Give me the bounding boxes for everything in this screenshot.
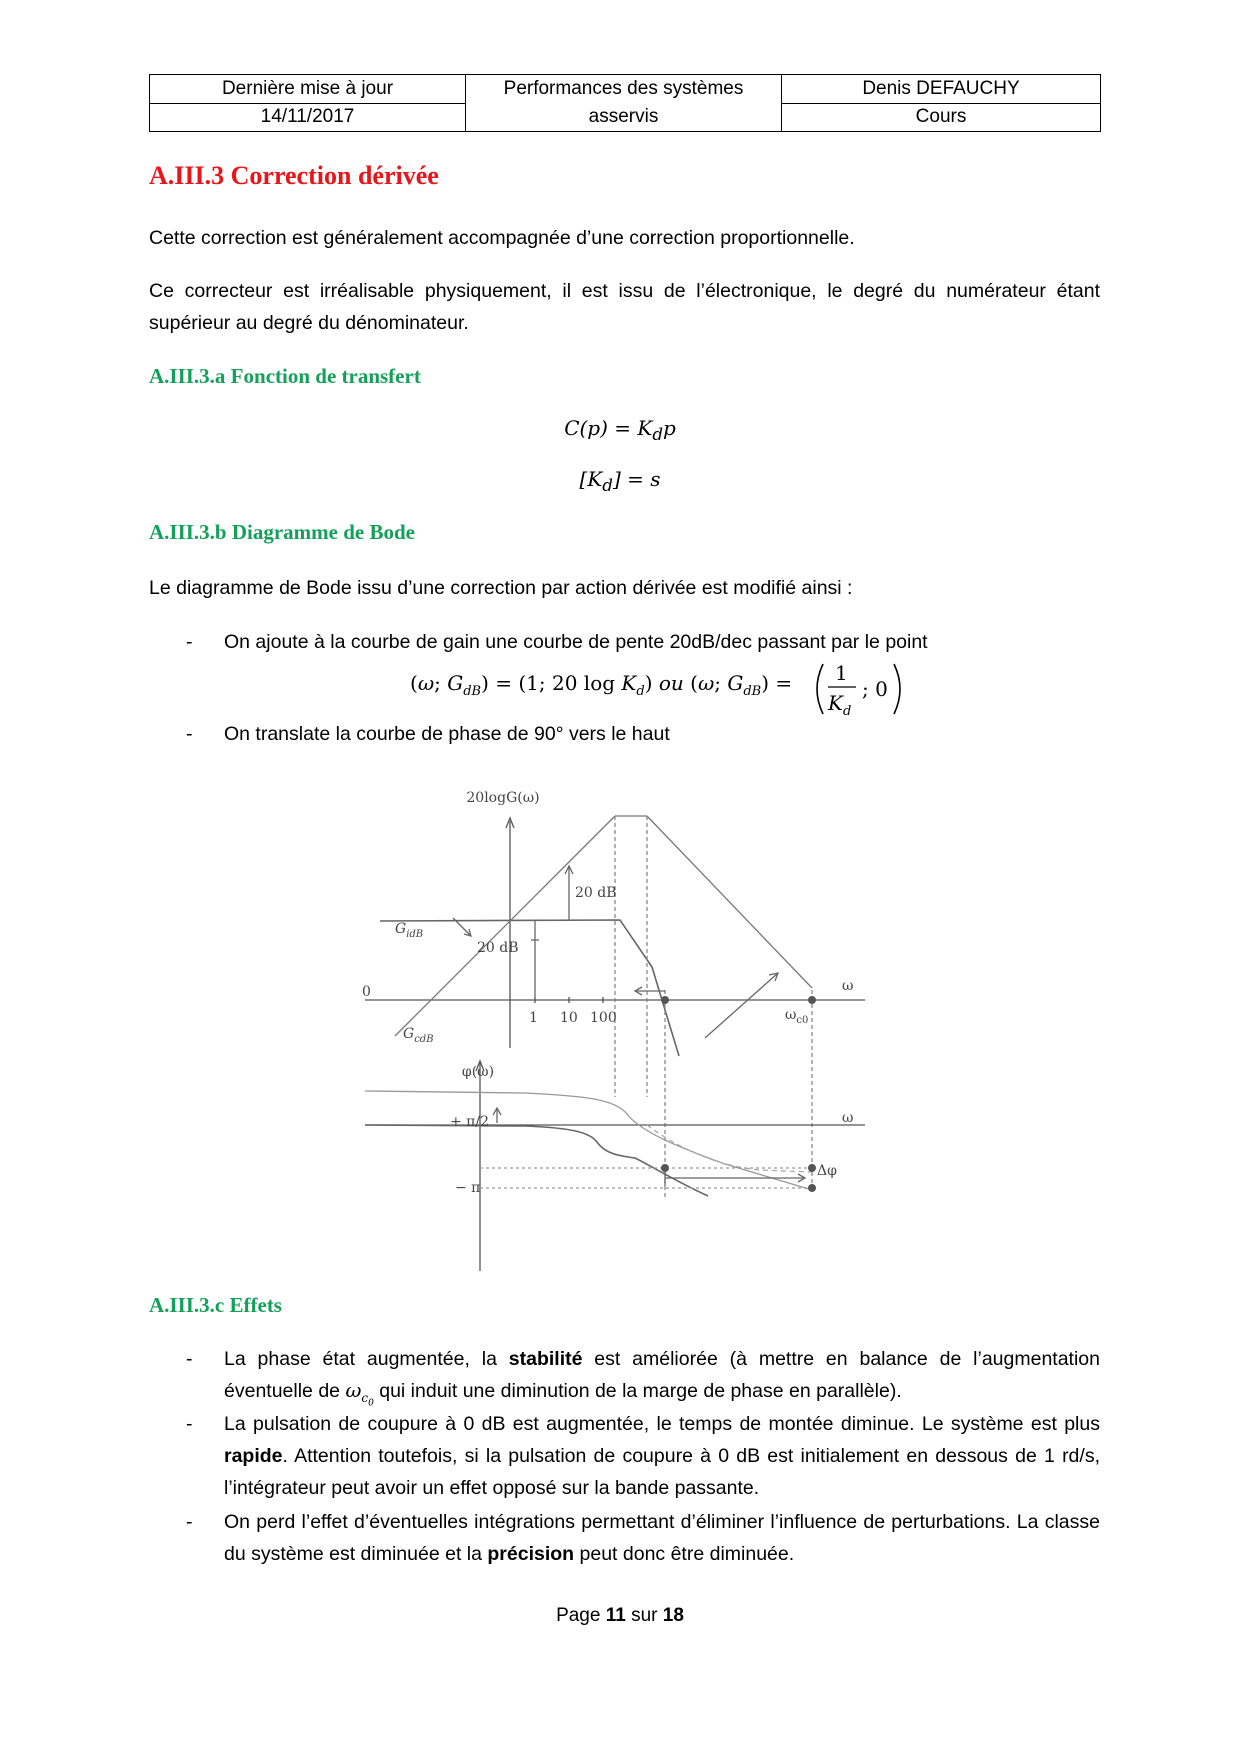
corrected-phase-curve (365, 1091, 812, 1190)
effects-title: A.III.3.c Effets (149, 1293, 282, 1317)
transfer-equation (0, 416, 1240, 444)
eq1-lhs: C(p) = K (564, 416, 653, 440)
right-paren (894, 664, 900, 714)
header-updated-label: Dernière mise à jour (150, 75, 466, 104)
bullet-dash: - (186, 1348, 193, 1370)
effects-bullet-2-text: La pulsation de coupure à 0 dB est augmentée, le temps de montée diminue. Le système est plus rapide. Attention toutefois, si la pulsation de coupure à 0 dB est initialement en dessous de 1 rd/s, l’intégrateur peut avoir un effet opposé sur la bande passante. (224, 1413, 1100, 1499)
label-omega-phase: ω (842, 1110, 854, 1126)
label-tick-100: 100 (590, 1010, 617, 1026)
label-tick-1: 1 (529, 1010, 538, 1026)
page-footer (0, 1605, 1240, 1627)
left-paren (817, 664, 823, 714)
effects-bullet-1-text: La phase état augmentée, la stabilité est améliorée (à mettre en balance de l’augmentation éventuelle de $\omega_{c_0}$ qui induit une diminution de la marge de phase en parallèle). (224, 1348, 1101, 1409)
eq2-lhs: [K (579, 467, 603, 491)
header-table (149, 74, 1101, 132)
bullet-dash: - (186, 1511, 193, 1533)
label-g-idb: $G_{idB}$ (395, 921, 424, 940)
corrected-descent (647, 816, 812, 988)
phase-dashed-curve (647, 1125, 812, 1172)
bode-bullet-2-text: On translate la courbe de phase de 90° vers le haut (224, 723, 670, 745)
phase-point-minus-pi (808, 1184, 816, 1192)
label-20db-top: 20 dB (575, 885, 617, 901)
crossover-point-corrected (808, 996, 816, 1004)
header-doc-type: Cours (782, 103, 1101, 132)
header-title-line1: Performances des systèmes (503, 78, 744, 99)
bode-bullet-1-text: On ajoute à la courbe de gain une courbe de pente 20dB/dec passant par le point (224, 631, 928, 653)
label-delta-phi: Δφ (817, 1163, 837, 1179)
eq-part-end: ; 0 (862, 677, 888, 701)
eq1-sub: d (652, 425, 663, 444)
frac-den: $K_d$ (828, 691, 852, 719)
bullet-dash: - (186, 723, 193, 745)
label-tick-10: 10 (560, 1010, 578, 1026)
footer-page-total: 18 (662, 1605, 684, 1626)
phase-point-initial (661, 1164, 669, 1172)
transfer-title: A.III.3.a Fonction de transfert (149, 364, 421, 388)
phase-point-corrected (808, 1164, 816, 1172)
bullet-dash: - (186, 1413, 193, 1435)
label-20db-mid: 20 dB (477, 940, 519, 956)
label-omega-gain: ω (842, 978, 854, 994)
diagonal-arrow (705, 973, 778, 1038)
header-author: Denis DEFAUCHY (782, 75, 1101, 104)
label-zero: 0 (362, 984, 371, 1000)
label-g-cdb: $G_{cdB}$ (403, 1026, 434, 1045)
label-plus-pi-over-2: + π/2 (450, 1114, 490, 1130)
header-date: 14/11/2017 (150, 103, 466, 132)
label-omega-c0: $\omega_{c0}$ (785, 1007, 809, 1026)
intro-paragraph-2: Ce correcteur est irréalisable physiquement, il est issu de l’électronique, le degré du numérateur étant supérieur au degré du dénominateur. (149, 280, 1100, 334)
intro-paragraph-1: Cette correction est généralement accompagnée d’une correction proportionnelle. (149, 227, 855, 249)
eq2-rhs: ] = s (612, 467, 661, 491)
g-cdb-curve (395, 816, 615, 1036)
gain-axis-label: 20logG(ω) (466, 790, 540, 806)
footer-page-word: Page (556, 1605, 601, 1626)
crossover-point-initial (661, 996, 669, 1004)
kd-unit-equation (0, 467, 1240, 495)
bode-diagram (362, 786, 875, 1271)
bode-title: A.III.3.b Diagramme de Bode (149, 520, 415, 544)
section-title: A.III.3 Correction dérivée (149, 161, 439, 190)
header-title (466, 75, 782, 132)
bullet-dash: - (186, 631, 193, 653)
eq-part-1: (ω; $G_{dB}) = (1$; 20 $\log K_d$) ou (ω; $G_{dB}$) = (410, 671, 793, 699)
eq2-sub: d (602, 476, 613, 495)
bode-intro: Le diagramme de Bode issu d’une correction par action dérivée est modifié ainsi : (149, 577, 853, 599)
footer-of-word: sur (631, 1605, 658, 1626)
eq1-rhs: p (662, 416, 676, 440)
phase-axis-label: φ(ω) (461, 1064, 495, 1080)
footer-page-num: 11 (605, 1605, 626, 1626)
point-equation (410, 656, 910, 719)
label-minus-pi: − π (455, 1180, 481, 1196)
frac-num: 1 (835, 661, 848, 685)
effects-bullet-3-text: On perd l’effet d’éventuelles intégrations permettant d’éliminer l’influence de perturbations. La classe du système est diminuée et la précision peut donc être diminuée. (224, 1511, 1100, 1565)
header-title-line2: asservis (588, 106, 659, 127)
